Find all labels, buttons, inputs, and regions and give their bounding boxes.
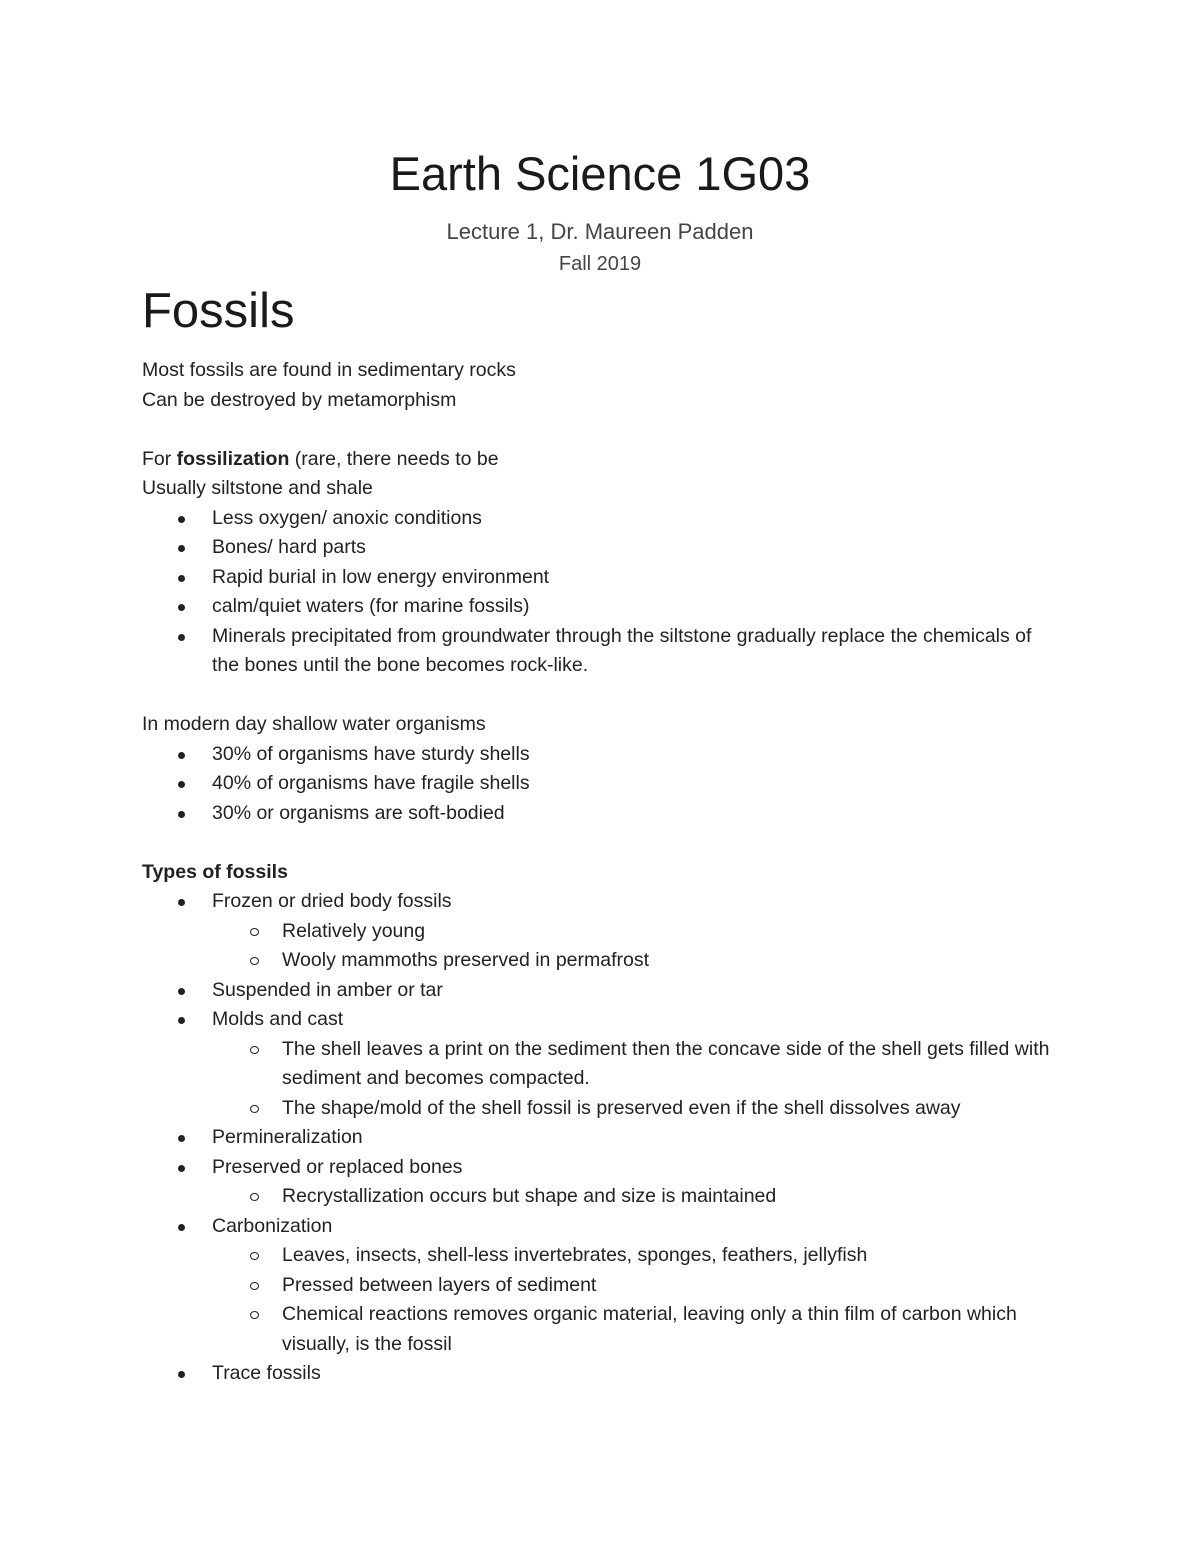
document-title: Earth Science 1G03 (389, 147, 811, 200)
sub-list-item: Pressed between layers of sediment (142, 1271, 1062, 1301)
list-item: Preserved or replaced bones (142, 1153, 1062, 1183)
modern-lead: In modern day shallow water organisms (142, 713, 486, 735)
section-heading-fossils: Fossils (142, 284, 295, 338)
sub-list-item: The shape/mold of the shell fossil is preserved even if the shell dissolves away (142, 1094, 1062, 1124)
list-item: Molds and cast (142, 1005, 1062, 1035)
types-heading: Types of fossils (142, 860, 288, 883)
list-item: Less oxygen/ anoxic conditions (142, 504, 1062, 534)
list-item: Frozen or dried body fossils (142, 887, 1062, 917)
fossilization-term: fossilization (176, 447, 290, 470)
list-item: Permineralization (142, 1123, 1062, 1153)
sub-list-item: Recrystallization occurs but shape and size is maintained (142, 1182, 1062, 1212)
list-item: Trace fossils (142, 1359, 1062, 1389)
spacer (142, 828, 1062, 858)
list-item: Rapid burial in low energy environment (142, 563, 1062, 593)
modern-organisms-list (142, 740, 1062, 829)
intro-line: Can be destroyed by metamorphism (142, 388, 457, 411)
list-item: 40% of organisms have fragile shells (142, 769, 1062, 799)
list-item: 30% or organisms are soft-bodied (142, 799, 1062, 829)
list-item: calm/quiet waters (for marine fossils) (142, 592, 1062, 622)
sub-list-item: The shell leaves a print on the sediment then the concave side of the shell gets filled with sediment and becomes compacted. (142, 1035, 1062, 1094)
sub-list-item: Chemical reactions removes organic material, leaving only a thin film of carbon which visually, is the fossil (142, 1300, 1062, 1359)
document-body (142, 356, 1062, 1389)
sub-list-item: Wooly mammoths preserved in permafrost (142, 946, 1062, 976)
intro-line: Most fossils are found in sedimentary rocks (142, 359, 516, 381)
list-item: 30% of organisms have sturdy shells (142, 740, 1062, 770)
list-item: Carbonization (142, 1212, 1062, 1242)
fossilization-line-2: Usually siltstone and shale (142, 477, 373, 499)
sub-list-item: Relatively young (142, 917, 1062, 947)
spacer (142, 681, 1062, 711)
list-item: Bones/ hard parts (142, 533, 1062, 563)
fossilization-suffix: (rare, there needs to be (289, 447, 499, 470)
document-term: Fall 2019 (558, 253, 642, 275)
fossil-types-list (142, 887, 1062, 1389)
sub-list-item: Leaves, insects, shell-less invertebrates, sponges, feathers, jellyfish (142, 1241, 1062, 1271)
document-subtitle: Lecture 1, Dr. Maureen Padden (446, 219, 754, 244)
list-item: Suspended in amber or tar (142, 976, 1062, 1006)
fossilization-prefix: For (142, 447, 177, 470)
spacer (142, 415, 1062, 445)
list-item: Minerals precipitated from groundwater through the siltstone gradually replace the chemicals of the bones until the bone becomes rock-like. (142, 622, 1062, 681)
fossilization-conditions-list (142, 504, 1062, 681)
fossilization-line (142, 445, 1062, 475)
